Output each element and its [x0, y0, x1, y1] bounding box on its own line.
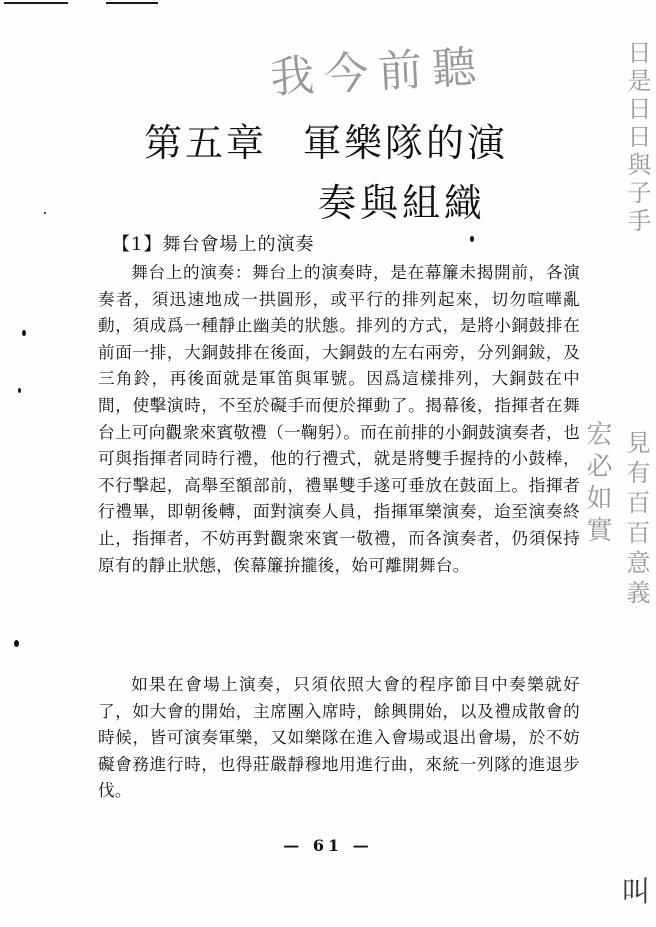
ink-speck — [22, 330, 26, 336]
handwritten-note-right-middle: 宏必如實 — [582, 420, 612, 548]
top-rule-left — [4, 2, 68, 4]
paragraph-venue-performance: 如果在會場上演奏，只須依照大會的程序節目中奏樂就好了，如大會的開始，主席團入席時，餘興開始，以及禮成散會的時候，皆可演奏軍樂，又如樂隊在進入會場或退出會場，於不妨礙會務進行時，也得莊嚴靜穆地用進行曲，來統一列隊的進退步伐。 — [98, 675, 580, 801]
ink-speck — [44, 212, 46, 214]
chapter-number: 第五章 — [144, 121, 268, 165]
chapter-title — [144, 112, 508, 167]
paragraph-stage-performance: 舞台上的演奏：舞台上的演奏時，是在幕簾未揭開前，各演奏者，須迅速地成一拱圓形，或平行的排列起來，切勿喧嘩亂動，須成爲一種靜止幽美的狀態。排列的方式，是將小銅鼓排在前面一排，大銅鼓排在後面，大銅鼓的左右兩旁，分列銅鈸，及三角鈴，再後面就是軍笛與軍號。因爲這樣排列，大銅鼓在中間，使擊演時，不至於礙手而便於揮動了。揭幕後，指揮者在舞台上可向觀衆來賓敬禮（一鞠躬）。而在前排的小銅鼓演奏者，也可與指揮者同時行禮，他的行禮式，就是將雙手握持的小鼓棒，不行擊起，高舉至額部前，禮畢雙手遂可垂放在鼓面上。指揮者行禮畢，即朝後轉，面對演奏人員，指揮軍樂演奏，迨至演奏終止，指揮者，不妨再對觀衆來賓一敬禮，而各演奏者，仍須保持原有的靜止狀態，俟幕簾拚攏後，始可離開舞台。 — [98, 263, 580, 575]
handwritten-note-right-bottom: 見有百百意義 — [622, 430, 650, 610]
handwritten-note-top: 我今前聽 — [269, 41, 488, 104]
page-number: — 61 — — [283, 836, 373, 855]
ink-speck — [470, 236, 474, 242]
ink-speck — [14, 640, 19, 647]
chapter-title-line1: 軍樂隊的演 — [303, 121, 509, 165]
handwritten-note-right-top: 日是日日與子手 — [623, 40, 651, 236]
chapter-title-line2: 奏與組織 — [318, 181, 487, 225]
top-rule-middle — [106, 2, 158, 4]
section-heading: 【1】舞台會場上的演奏 — [112, 234, 315, 255]
ink-speck — [18, 388, 21, 393]
handwritten-note-corner: 叫 — [621, 875, 650, 908]
